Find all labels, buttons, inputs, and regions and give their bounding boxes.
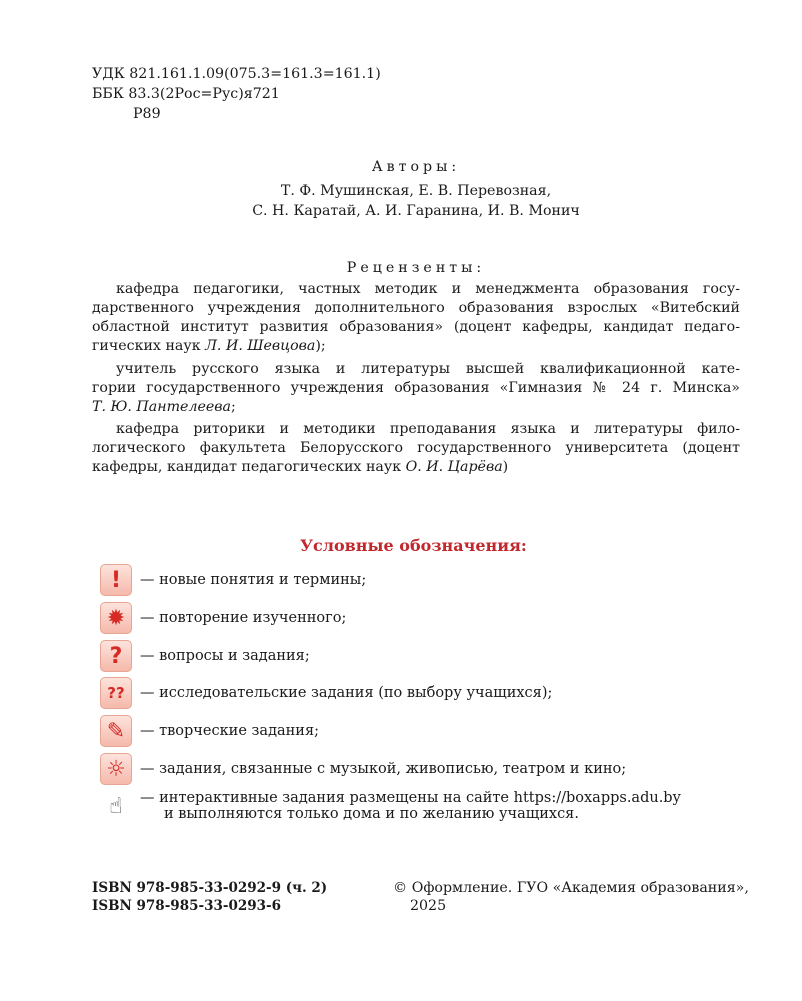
reviewer-line: кафедра педагогики, частных методик и менеджмента образования госу- xyxy=(116,281,740,297)
question-icon: ? xyxy=(100,640,132,672)
legend-text-line: — вопросы и задания; xyxy=(140,648,310,664)
legend-text-line: и выполняются только дома и по желанию учащихся. xyxy=(164,806,579,822)
reviewers-heading: Рецензенты: xyxy=(346,260,486,276)
reviewer-line: областной институт развития образования» (доцент кафедры, кандидат педаго- xyxy=(92,319,740,335)
reviewer-text: кафедры, кандидат педагогических наук xyxy=(92,459,406,475)
legend-text-line: — повторение изученного; xyxy=(140,610,347,626)
authors-line: С. Н. Каратай, А. И. Гаранина, И. В. Монич xyxy=(252,203,580,219)
reviewer-tail: ; xyxy=(231,399,236,415)
reviewer-text: гических наук xyxy=(92,338,206,354)
reviewer-line-last xyxy=(92,337,740,356)
reviewer-line: кафедра риторики и методики преподавания языка и литературы фило- xyxy=(116,421,740,437)
scroll-exclamation-icon: ! xyxy=(100,564,132,596)
legend-title: Условные обозначения: xyxy=(300,536,527,555)
hand-pointer-icon: ☝ xyxy=(109,793,123,819)
legend-text xyxy=(140,685,552,701)
legend-item xyxy=(100,715,319,747)
burst-star-icon: ✹ xyxy=(100,602,132,634)
legend-text xyxy=(140,572,366,588)
legend-item xyxy=(100,564,366,596)
reviewer-line: логического факультета Белорусского государственного университета (доцент xyxy=(92,440,740,456)
isbn-set: ISBN 978-985-33-0293-6 xyxy=(92,898,282,914)
udk: УДК 821.161.1.09(075.3=161.3=161.1) xyxy=(92,66,381,82)
authors-heading: Авторы: xyxy=(371,159,461,175)
legend-text xyxy=(140,761,626,777)
legend-text-line: — новые понятия и термины; xyxy=(140,572,367,588)
legend-text xyxy=(140,790,681,822)
bbk: ББК 83.3(2Рос=Рус)я721 xyxy=(92,86,280,102)
legend-item xyxy=(100,753,626,785)
legend-item xyxy=(100,640,310,672)
research-questions-icon: ?? xyxy=(100,677,132,709)
reviewer-line-last xyxy=(92,398,740,417)
reviewer-line-last xyxy=(92,458,740,477)
reviewer-tail: ); xyxy=(315,338,326,354)
legend-text xyxy=(140,723,319,739)
legend-text xyxy=(140,610,346,626)
legend-text-line: — исследовательские задания (по выбору учащихся); xyxy=(140,685,553,701)
lightbulb-icon: ☼ xyxy=(100,753,132,785)
reviewer-line: дарственного учреждения дополнительного образования взрослых «Витебский xyxy=(92,300,740,316)
legend-text-line: — задания, связанные с музыкой, живописью, театром и кино; xyxy=(140,761,627,777)
pencil-icon: ✎ xyxy=(100,715,132,747)
legend-text-line: — интерактивные задания размещены на сайте https://boxapps.adu.by xyxy=(140,790,681,806)
reviewer-line: гории государственного учреждения образования «Гимназия № 24 г. Минска» xyxy=(92,380,740,396)
legend-text-line: — творческие задания; xyxy=(140,723,319,739)
copyright-year: 2025 xyxy=(410,898,447,914)
reviewer-tail: ) xyxy=(502,459,509,475)
reviewer-name: Л. И. Шевцова xyxy=(205,338,316,354)
legend-item xyxy=(100,677,552,709)
legend-item xyxy=(100,790,681,822)
author-code: Р89 xyxy=(133,106,161,122)
reviewer-line: учитель русского языка и литературы высшей квалификационной кате- xyxy=(116,361,740,377)
legend-text xyxy=(140,648,310,664)
legend-item xyxy=(100,602,346,634)
isbn-part: ISBN 978-985-33-0292-9 (ч. 2) xyxy=(92,880,328,896)
reviewer-name: О. И. Царёва xyxy=(405,459,503,475)
copyright: © Оформление. ГУО «Академия образования», xyxy=(393,880,749,896)
authors-line: Т. Ф. Мушинская, Е. В. Перевозная, xyxy=(280,183,552,199)
reviewer-name: Т. Ю. Пантелеева xyxy=(92,399,232,415)
